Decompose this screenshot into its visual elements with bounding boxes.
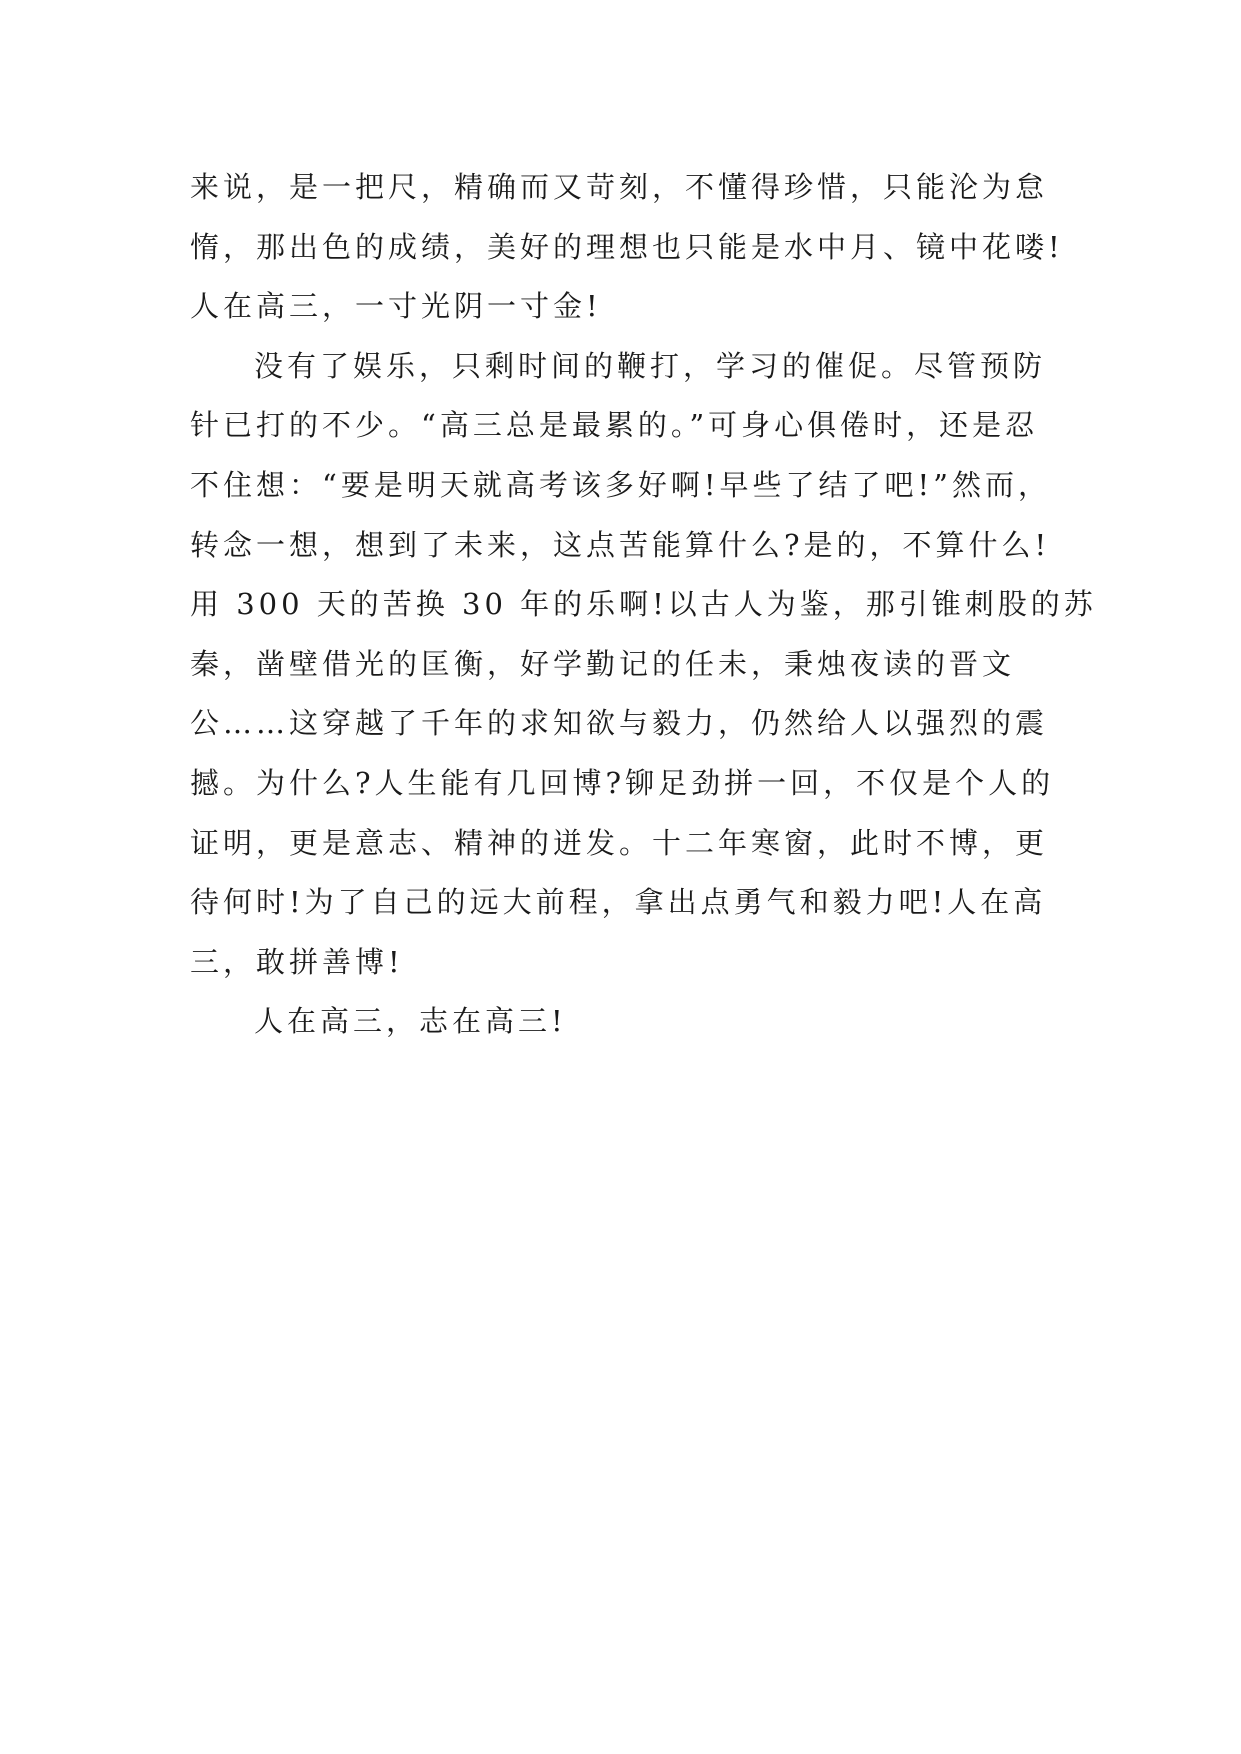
paragraph-2 — [190, 337, 1097, 993]
text-line: 人在高三，一寸光阴一寸金! — [190, 289, 602, 324]
text-line: 转念一想，想到了未来，这点苦能算什么?是的，不算什么! — [190, 527, 1051, 562]
text-line: 来说，是一把尺，精确而又苛刻，不懂得珍惜，只能沦为怠 — [190, 170, 1049, 204]
text-line: 待何时!为了自己的远大前程，拿出点勇气和毅力吧!人在高 — [190, 885, 1047, 920]
text-line: 用 300 天的苦换 30 年的乐啊!以古人为鉴，那引锥刺股的苏 — [190, 587, 1097, 622]
text-line: 证明，更是意志、精神的迸发。十二年寒窗，此时不博，更 — [190, 825, 1049, 860]
text-line: 秦，凿壁借光的匡衡，好学勤记的任未，秉烛夜读的晋文 — [190, 646, 1016, 681]
text-line: 不住想：“要是明天就高考该多好啊!早些了结了吧!”然而， — [190, 467, 1051, 502]
text-line: 惰，那出色的成绩，美好的理想也只能是水中月、镜中花喽! — [190, 229, 1064, 264]
paragraph-1 — [190, 158, 1064, 337]
text-line: 公……这穿越了千年的求知欲与毅力，仍然给人以强烈的震 — [190, 706, 1049, 741]
text-line: 人在高三，志在高三! — [254, 1004, 567, 1039]
text-line: 三，敢拼善博! — [190, 944, 404, 979]
text-line: 没有了娱乐，只剩时间的鞭打，学习的催促。尽管预防 — [254, 348, 1047, 383]
text-line: 撼。为什么?人生能有几回博?铆足劲拼一回，不仅是个人的 — [190, 765, 1055, 800]
document-body — [190, 158, 1097, 1052]
text-line: 针已打的不少。“高三总是最累的。”可身心俱倦时，还是忍 — [190, 408, 1039, 443]
paragraph-3 — [190, 992, 1060, 1052]
